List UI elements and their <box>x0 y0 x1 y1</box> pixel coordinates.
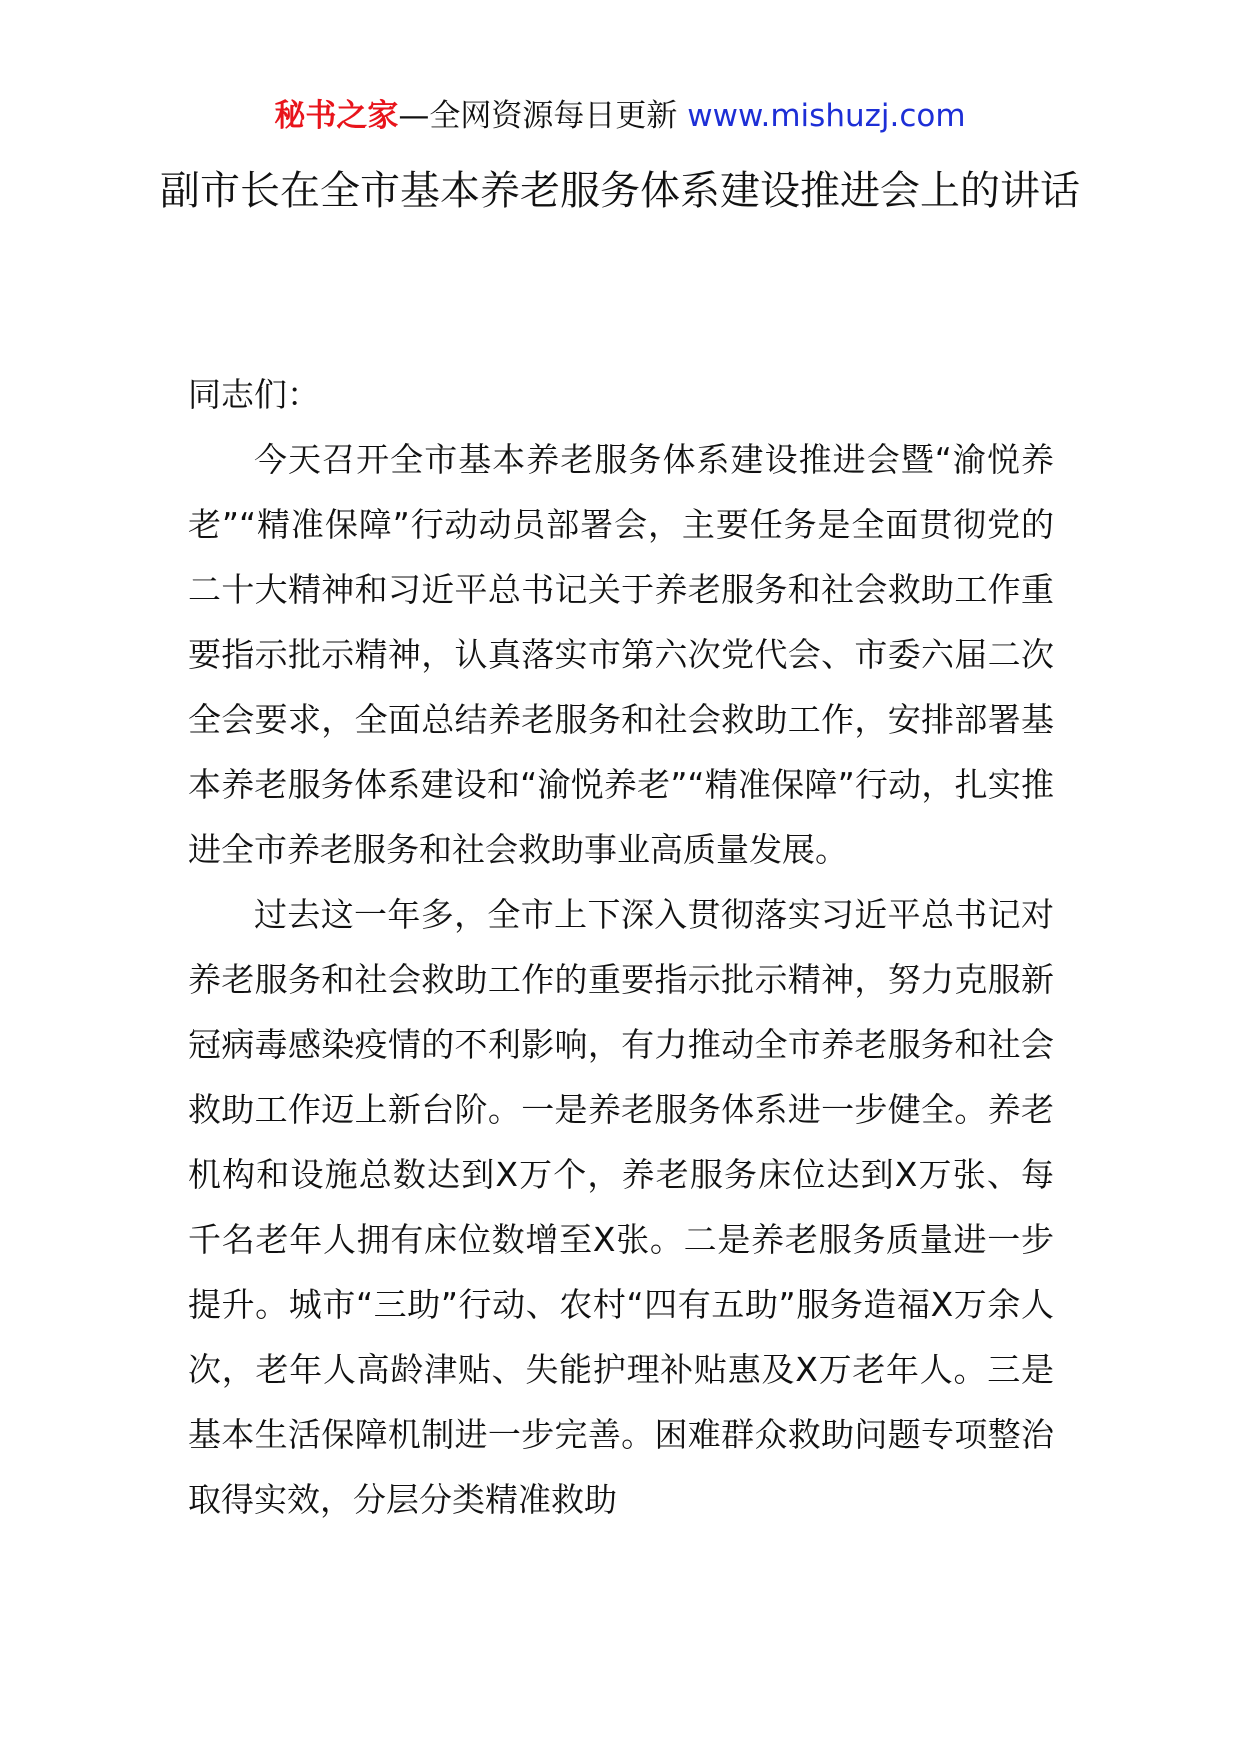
paragraph-1: 今天召开全市基本养老服务体系建设推进会暨“渝悦养老”“精准保障”行动动员部署会，主要任务是全面贯彻党的二十大精神和习近平总书记关于养老服务和社会救助工作重要指示批示精神，认真落实市第六次党代会、市委六届二次全会要求，全面总结养老服务和社会救助工作，安排部署基本养老服务体系建设和“渝悦养老”“精准保障”行动，扎实推进全市养老服务和社会救助事业高质量发展。 <box>188 440 1054 869</box>
brand-name: 秘书之家 <box>274 98 399 134</box>
site-banner <box>0 96 1240 136</box>
document-body <box>188 362 1054 1532</box>
document-title: 副市长在全市基本养老服务体系建设推进会上的讲话 <box>160 168 1080 214</box>
paragraph-2: 过去这一年多，全市上下深入贯彻落实习近平总书记对养老服务和社会救助工作的重要指示批示精神，努力克服新冠病毒感染疫情的不利影响，有力推动全市养老服务和社会救助工作迈上新台阶。一是养老服务体系进一步健全。养老机构和设施总数达到X万个，养老服务床位达到X万张、每千名老年人拥有床位数增至X张。二是养老服务质量进一步提升。城市“三助”行动、农村“四有五助”服务造福X万余人次，老年人高龄津贴、失能护理补贴惠及X万老年人。三是基本生活保障机制进一步完善。困难群众救助问题专项整治取得实效，分层分类精准救助 <box>188 895 1054 1519</box>
salutation: 同志们： <box>188 375 320 414</box>
brand-tagline: —全网资源每日更新 <box>398 98 678 134</box>
site-url-link[interactable]: www.mishuzj.com <box>687 98 966 134</box>
